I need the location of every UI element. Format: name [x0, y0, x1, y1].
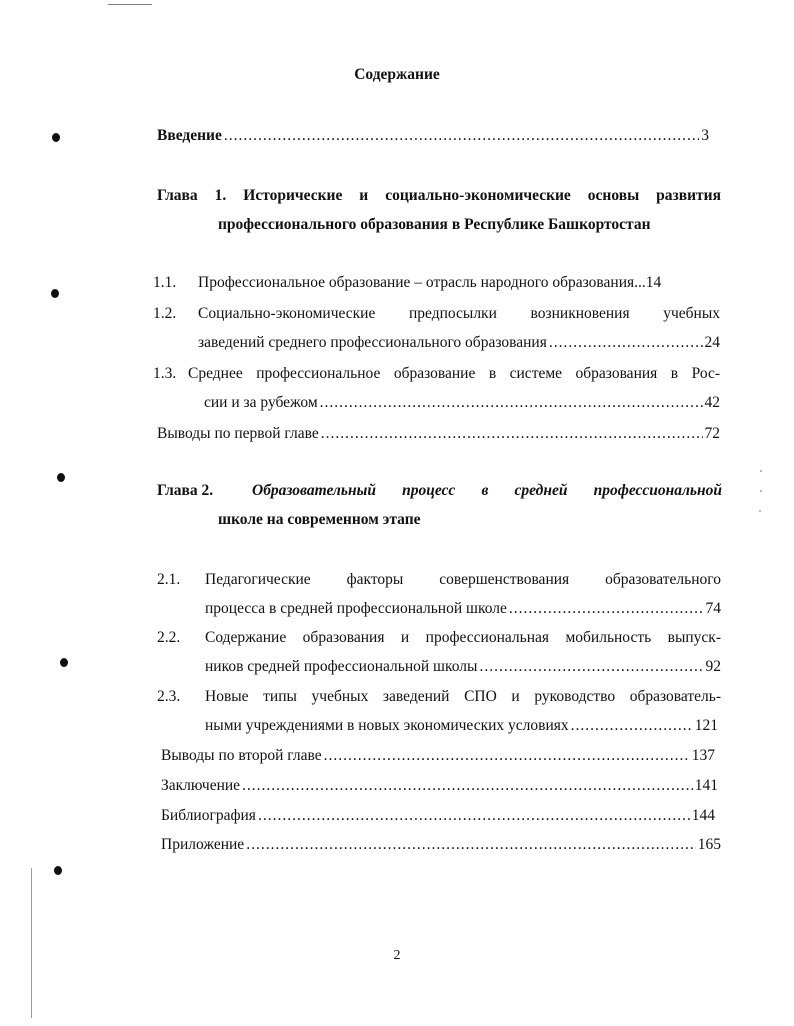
dot-leader — [258, 806, 690, 826]
toc-entry-page: 92 — [705, 658, 721, 675]
binder-hole-mark — [51, 289, 59, 298]
toc-text: Библиография — [161, 807, 256, 824]
toc-entry-page: 121 — [694, 717, 718, 734]
dot-leader — [549, 333, 703, 353]
toc-entry-conclusion — [161, 776, 718, 796]
toc-entry-page: 72 — [704, 425, 720, 442]
toc-text: Приложение — [161, 836, 245, 853]
chapter1-heading-line2: профессионального образования в Республике Башкортостан — [218, 216, 651, 233]
dot-leader — [324, 746, 690, 766]
toc-section-number: 1.3. — [153, 365, 177, 382]
toc-entry-intro — [157, 126, 709, 146]
toc-section-number: 1.2. — [153, 305, 177, 322]
toc-text: ными учреждениями в новых экономических условиях — [205, 717, 569, 734]
chapter2-heading-line1: Образовательный процесс в средней профессиональной — [252, 482, 722, 499]
toc-section-number: 2.2. — [157, 629, 181, 646]
toc-section-number: 2.3. — [157, 688, 181, 705]
toc-entry-bibliography — [161, 806, 715, 826]
toc-text: Заключение — [161, 777, 241, 794]
dot-leader — [246, 835, 696, 855]
toc-section-1-2-line1 — [198, 304, 720, 324]
toc-text: факторы — [346, 571, 404, 588]
page-title: Содержание — [354, 66, 440, 83]
toc-section-number: 2.1. — [157, 571, 181, 588]
scan-artifact — [759, 510, 761, 512]
toc-text: образовательного — [605, 571, 721, 588]
toc-section-number: 1.1. — [153, 274, 177, 291]
toc-text: Выводы по второй главе — [161, 747, 322, 764]
toc-section-1-2-line2 — [198, 333, 720, 353]
toc-text: Социально-экономические — [198, 305, 376, 322]
scan-edge-line — [31, 868, 32, 1018]
toc-entry-page: 3 — [701, 127, 709, 144]
binder-hole-mark — [52, 133, 60, 142]
dot-leader — [479, 657, 703, 677]
toc-entry-page: 137 — [691, 747, 715, 764]
toc-text: учебных — [663, 305, 720, 322]
binder-hole-mark — [60, 658, 68, 667]
toc-section-1-1: Профессиональное образование – отрасль народного образования...14 — [198, 274, 662, 291]
toc-section-2-2-line2 — [205, 657, 721, 677]
dot-leader — [242, 776, 693, 796]
toc-entry-page: 165 — [697, 836, 721, 853]
toc-entry-page: 144 — [691, 807, 715, 824]
toc-chapter2-conclusion — [161, 746, 715, 766]
toc-section-2-1-line1 — [205, 570, 721, 590]
chapter2-heading-prefix: Глава 2. — [157, 482, 214, 499]
toc-entry-page: 74 — [705, 600, 721, 617]
toc-text: Выводы по первой главе — [157, 425, 319, 442]
toc-text: ников средней профессиональной школы — [205, 658, 478, 675]
toc-section-2-2-line1: Содержание образования и профессиональная мобильность выпуск- — [205, 629, 721, 646]
toc-text: сии и за рубежом — [204, 394, 318, 411]
toc-text: предпосылки — [408, 305, 497, 322]
scan-artifact — [760, 470, 762, 472]
toc-section-2-1-line2 — [205, 599, 721, 619]
toc-entry-page: 42 — [704, 394, 720, 411]
toc-text: Педагогические — [205, 571, 311, 588]
toc-text: совершенствования — [439, 571, 570, 588]
toc-chapter1-conclusion — [157, 424, 720, 444]
dot-leader — [320, 393, 703, 413]
dot-leader — [571, 716, 693, 736]
chapter1-heading-line1: Глава 1. Исторические и социально-экономические основы развития — [157, 187, 721, 204]
binder-hole-mark — [54, 866, 62, 875]
binder-hole-mark — [57, 473, 65, 482]
toc-section-1-3-line1: Среднее профессиональное образование в системе образования в Рос- — [188, 365, 720, 382]
toc-entry-page: 24 — [704, 334, 720, 351]
toc-entry-label: Введение — [157, 127, 222, 144]
toc-section-1-3-line2 — [204, 393, 720, 413]
toc-entry-page: 141 — [694, 777, 718, 794]
dot-leader — [321, 424, 703, 444]
toc-section-2-3-line1: Новые типы учебных заведений СПО и руководство образователь- — [205, 688, 721, 705]
toc-entry-appendix — [161, 835, 721, 855]
page-number: 2 — [393, 948, 401, 963]
chapter2-heading-line2: школе на современном этапе — [218, 511, 421, 528]
scan-artifact — [108, 4, 152, 5]
toc-section-2-3-line2 — [205, 716, 718, 736]
dot-leader — [509, 599, 704, 619]
scan-artifact — [760, 490, 762, 492]
toc-text: заведений среднего профессионального образования — [198, 334, 547, 351]
dot-leader — [224, 126, 699, 146]
toc-text: возникновения — [530, 305, 630, 322]
toc-text: процесса в средней профессиональной школе — [205, 600, 507, 617]
